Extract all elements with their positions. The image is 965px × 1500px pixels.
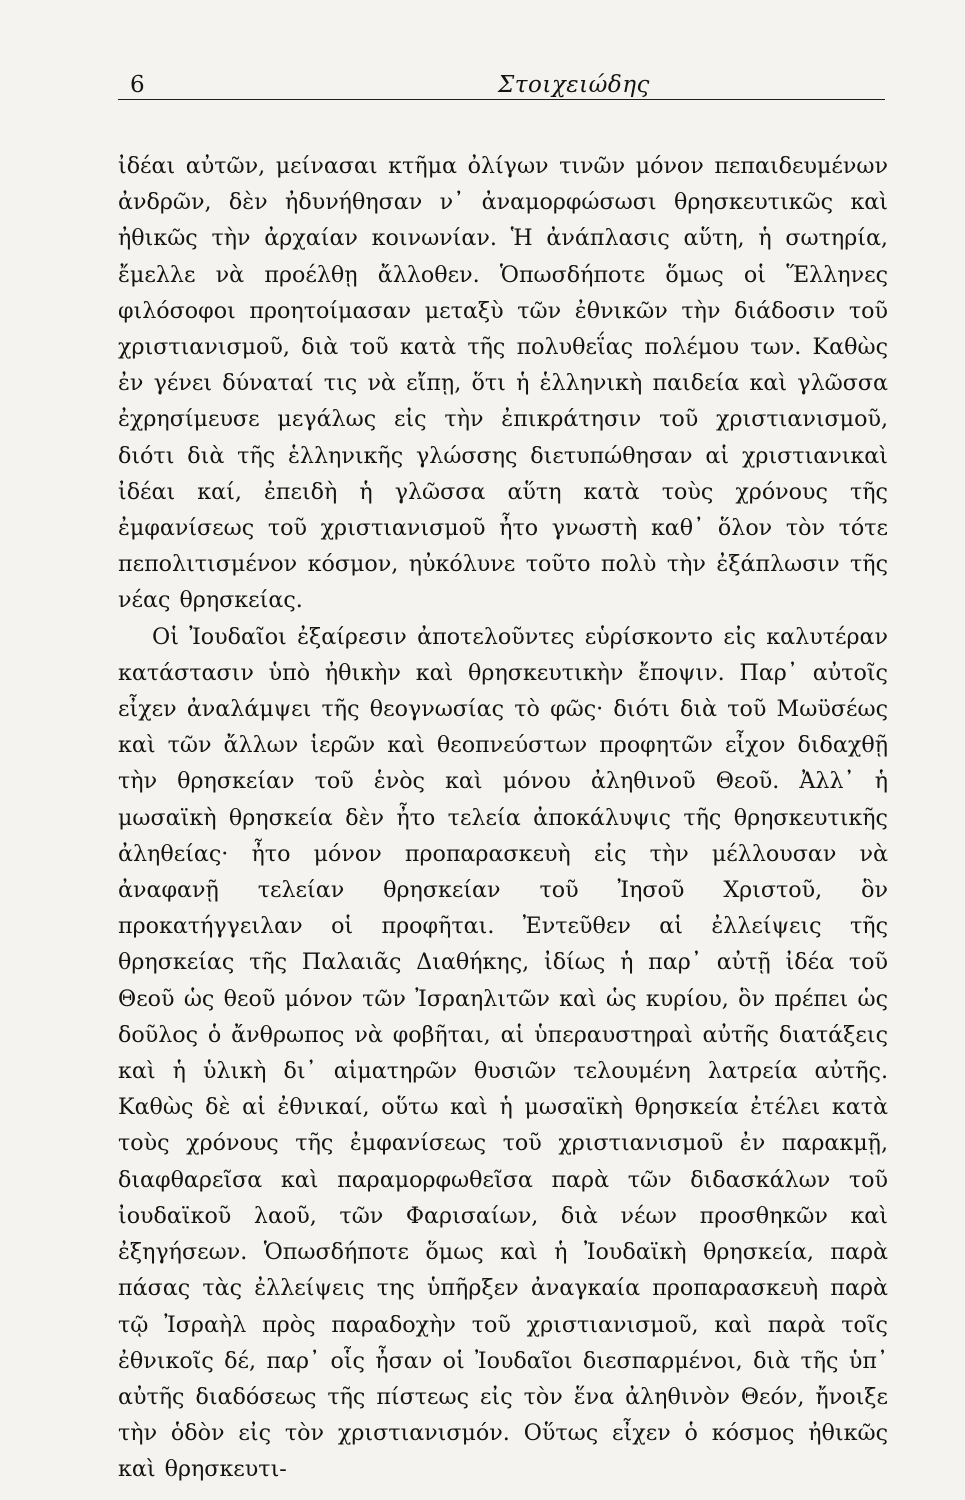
page-number: 6: [130, 72, 145, 98]
paragraph-1: ἰδέαι αὐτῶν, μείνασαι κτῆμα ὀλίγων τινῶν μόνον πεπαιδευμένων ἀνδρῶν, δὲν ἠδυνήθησαν ν᾽ ἀναμορφώσωσι θρησκευτικῶς καὶ ἠθικῶς τὴν ἀρχαίαν κοινωνίαν. Ἡ ἀνάπλασις αὕτη, ἡ σωτηρία, ἔμελλε νὰ προέλθῃ ἄλλοθεν. Ὁπωσδήποτε ὅμως οἱ Ἕλληνες φιλόσοφοι προητοίμασαν μεταξὺ τῶν ἐθνικῶν τὴν διάδοσιν τοῦ χριστιανισμοῦ, διὰ τοῦ κατὰ τῆς πολυθεΐας πολέμου των. Καθὼς ἐν γένει δύναταί τις νὰ εἴπῃ, ὅτι ἡ ἑλληνικὴ παιδεία καὶ γλῶσσα ἐχρησίμευσε μεγάλως εἰς τὴν ἐπικράτησιν τοῦ χριστιανισμοῦ, διότι διὰ τῆς ἑλληνικῆς γλώσσης διετυπώθησαν αἱ χριστιανικαὶ ἰδέαι καί, ἐπειδὴ ἡ γλῶσσα αὕτη κατὰ τοὺς χρόνους τῆς ἐμφανίσεως τοῦ χριστιανισμοῦ ἦτο γνωστὴ καθ᾽ ὅλον τὸν τότε πεπολιτισμένον κόσμον, ηὐκόλυνε τοῦτο πολὺ τὴν ἐξάπλωσιν τῆς νέας θρησκείας.: [118, 153, 888, 614]
body-text: [118, 148, 888, 1488]
running-title: Στοιχειώδης: [498, 72, 650, 98]
paragraph-2: Οἱ Ἰουδαῖοι ἐξαίρεσιν ἀποτελοῦντες εὑρίσκοντο εἰς καλυτέραν κατάστασιν ὑπὸ ἠθικὴν καὶ θρησκευτικὴν ἔποψιν. Παρ᾽ αὐτοῖς εἶχεν ἀναλάμψει τῆς θεογνωσίας τὸ φῶς· διότι διὰ τοῦ Μωϋσέως καὶ τῶν ἄλλων ἱερῶν καὶ θεοπνεύστων προφητῶν εἶχον διδαχθῇ τὴν θρησκείαν τοῦ ἑνὸς καὶ μόνου ἀληθινοῦ Θεοῦ. Ἀλλ᾽ ἡ μωσαϊκὴ θρησκεία δὲν ἦτο τελεία ἀποκάλυψις τῆς θρησκευτικῆς ἀληθείας· ἦτο μόνον προπαρασκευὴ εἰς τὴν μέλλουσαν νὰ ἀναφανῇ τελείαν θρησκείαν τοῦ Ἰησοῦ Χριστοῦ, ὃν προκατήγγειλαν οἱ προφῆται. Ἐντεῦθεν αἱ ἐλλείψεις τῆς θρησκείας τῆς Παλαιᾶς Διαθήκης, ἰδίως ἡ παρ᾽ αὐτῇ ἰδέα τοῦ Θεοῦ ὡς θεοῦ μόνον τῶν Ἰσραηλιτῶν καὶ ὡς κυρίου, ὃν πρέπει ὡς δοῦλος ὁ ἄνθρωπος νὰ φοβῆται, αἱ ὑπεραυστηραὶ αὐτῆς διατάξεις καὶ ἡ ὑλικὴ δι᾽ αἱματηρῶν θυσιῶν τελουμένη λατρεία αὐτῆς. Καθὼς δὲ αἱ ἐθνικαί, οὕτω καὶ ἡ μωσαϊκὴ θρησκεία ἐτέλει κατὰ τοὺς χρόνους τῆς ἐμφανίσεως τοῦ χριστιανισμοῦ ἐν παρακμῇ, διαφθαρεῖσα καὶ παραμορφωθεῖσα παρὰ τῶν διδασκάλων τοῦ ἰουδαϊκοῦ λαοῦ, τῶν Φαρισαίων, διὰ νέων προσθηκῶν καὶ ἐξηγήσεων. Ὁπωσδήποτε ὅμως καὶ ἡ Ἰουδαϊκὴ θρησκεία, παρὰ πάσας τὰς ἐλλείψεις της ὑπῆρξεν ἀναγκαία προπαρασκευὴ παρὰ τῷ Ἰσραὴλ πρὸς παραδοχὴν τοῦ χριστιανισμοῦ, καὶ παρὰ τοῖς ἐθνικοῖς δέ, παρ᾽ οἷς ἦσαν οἱ Ἰουδαῖοι διεσπαρμένοι, διὰ τῆς ὑπ᾽ αὐτῆς διαδόσεως τῆς πίστεως εἰς τὸν ἕνα ἀληθινὸν Θεόν, ἤνοιξε τὴν ὁδὸν εἰς τὸν χριστιανισμόν. Οὕτως εἶχεν ὁ κόσμος ἠθικῶς καὶ θρησκευτι-: [118, 623, 888, 1483]
page-header: [118, 62, 905, 100]
header-rule: [118, 99, 885, 100]
